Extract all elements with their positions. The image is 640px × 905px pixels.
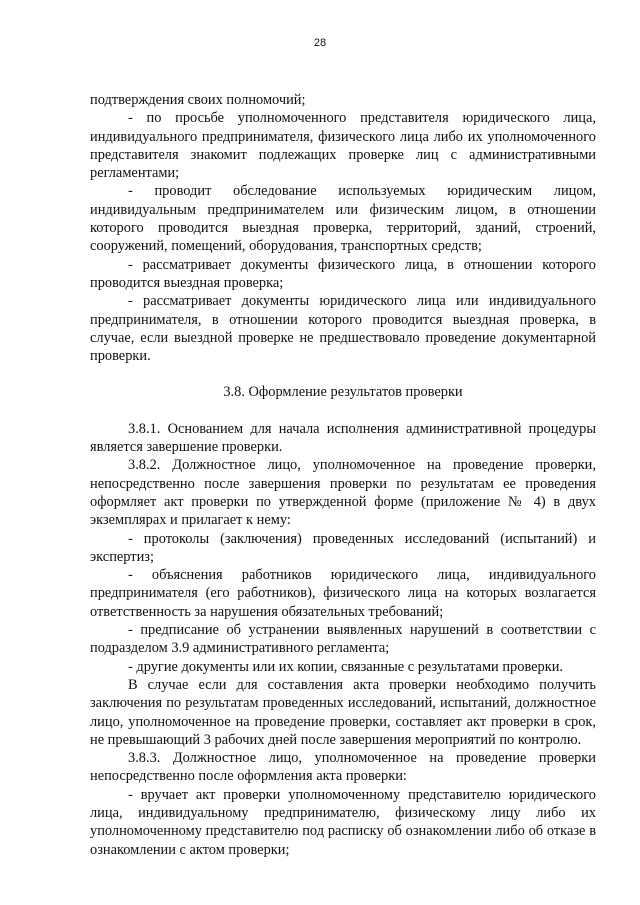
list-item-protocols: - протоколы (заключения) проведенных исследований (испытаний) и экспертиз; — [90, 530, 596, 565]
list-item-prescription: - предписание об устранении выявленных нарушений в соответствии с подразделом 3.9 административного регламента; — [90, 622, 596, 657]
list-item-other-documents: - другие документы или их копии, связанные с результатами проверки. — [128, 658, 564, 675]
list-item-inspection-survey: - проводит обследование используемых юридическим лицом, индивидуальным предпринимателем или физическим лицом, в отношении которого проводится выездная проверка, территорий, зданий, строений, сооружений, помещений, оборудования, транспортных средств; — [90, 183, 596, 255]
list-item-familiarize: - по просьбе уполномоченного представителя юридического лица, индивидуального предпринимателя, физического лица либо их уполномоченного представителя знакомит подлежащих проверке лиц с административными регламентами; — [90, 110, 596, 182]
page-number: 28 — [313, 37, 327, 49]
paragraph-3-8-2: 3.8.2. Должностное лицо, уполномоченное на проведение проверки, непосредственно после завершения проверки по результатам ее проведения оформляет акт проверки по утвержденной форме (приложение № 4) в двух экземплярах и прилагает к нему: — [90, 457, 596, 529]
paragraph-3-8-1: 3.8.1. Основанием для начала исполнения административной процедуры является завершение проверки. — [90, 420, 596, 456]
page-body — [90, 91, 596, 859]
list-item-legal-entity-documents: - рассматривает документы юридического лица или индивидуального предпринимателя, в отношении которого проводится выездная проверка, в случае, если выездной проверке не предшествовало проведение документарной проверки. — [90, 293, 596, 365]
paragraph-conclusions-deadline: В случае если для составления акта проверки необходимо получить заключения по результатам проведенных исследований, испытаний, должностное лицо, уполномоченное на проведение проверки, составляет акт проверки в срок, не превышающий 3 рабочих дней после завершения мероприятий по контролю. — [90, 676, 596, 748]
list-item-explanations: - объяснения работников юридического лица, индивидуального предпринимателя (его работников), физического лица на которых возлагается ответственность за нарушения обязательных требований; — [90, 567, 596, 620]
list-item-deliver-act: - вручает акт проверки уполномоченному представителю юридического лица, индивидуальному предпринимателю, физическому лицу либо их уполномоченному представителю под расписку об ознакомлении либо об отказе в ознакомлении с актом проверки; — [90, 786, 596, 858]
list-item-individual-documents: - рассматривает документы физического лица, в отношении которого проводится выездная проверка; — [90, 256, 596, 291]
section-heading: 3.8. Оформление результатов проверки — [223, 384, 463, 401]
paragraph-continuation: подтверждения своих полномочий; — [90, 92, 306, 108]
paragraph-3-8-3: 3.8.3. Должностное лицо, уполномоченное на проведение проверки непосредственно после оформления акта проверки: — [90, 750, 596, 785]
